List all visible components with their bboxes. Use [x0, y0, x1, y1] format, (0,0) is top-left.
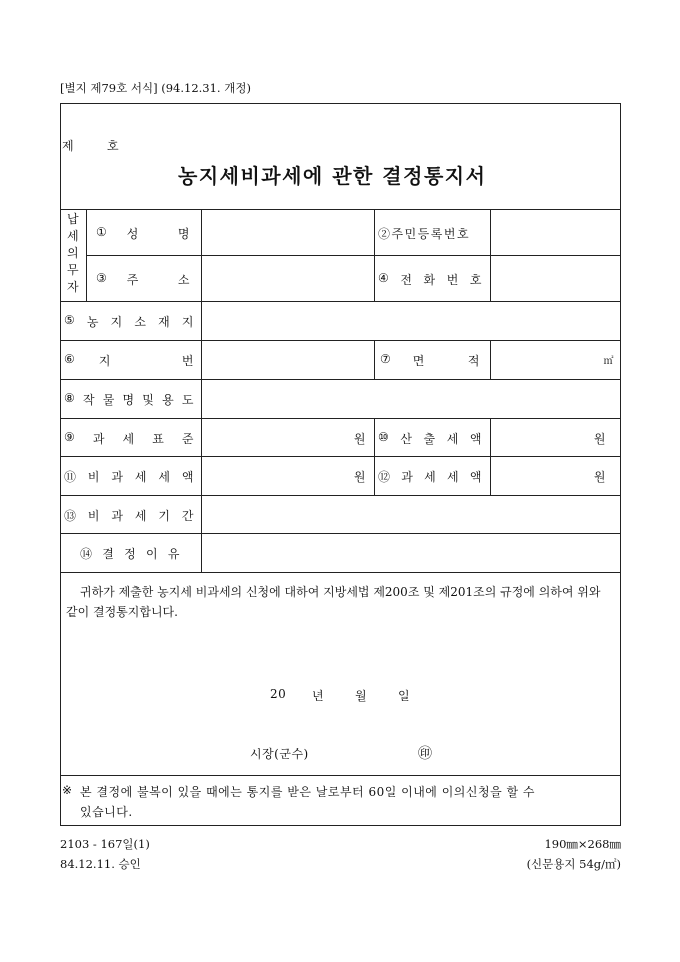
footnote-line-2: 있습니다.	[80, 805, 133, 819]
approval-date: 84.12.11. 승인	[60, 857, 141, 871]
area-unit: ㎡	[603, 356, 614, 367]
rule-mid-col-c	[374, 418, 375, 495]
date-year: 년	[312, 689, 325, 703]
rule-row-1	[86, 255, 621, 256]
rule-label-col	[201, 209, 202, 572]
date-day: 일	[398, 689, 411, 703]
computed-tax-label: ⑩ 산 출 세 액	[378, 430, 482, 446]
notice-body: 귀하가 제출한 농지세 비과세의 신청에 대하여 지방세법 제200조 및 제201조의 규정에 의하여 위와 같이 결정통지합니다.	[66, 585, 601, 619]
exempt-amount-label: ⑪ 비 과 세 세 액	[64, 470, 194, 484]
rule-row-4	[60, 379, 621, 380]
tax-standard-unit: 원	[353, 432, 366, 446]
paper-size: 190㎜×268㎜	[544, 837, 621, 851]
document-title: 농지세비과세에 관한 결정통지서	[178, 164, 487, 188]
issuer-label: 시장(군수)	[250, 747, 309, 761]
resident-id-label: ②주민등록번호	[378, 227, 471, 241]
rule-row-7	[60, 495, 621, 496]
name-label: ① 성 명	[96, 225, 190, 241]
rule-mid-col-a	[374, 209, 375, 301]
farmland-location-label: ⑤ 농 지 소 재 지	[64, 313, 194, 329]
phone-label: ④ 전 화 번 호	[378, 271, 482, 287]
area-label: ⑦ 면 적	[380, 352, 480, 368]
footnote-mark: ※	[62, 783, 73, 797]
exempt-amount-unit: 원	[353, 470, 366, 484]
rule-group-col	[86, 209, 87, 301]
rule-row-3	[60, 340, 621, 341]
decision-reason-label: ⑭ 결 정 이 유	[80, 547, 180, 561]
rule-value-col-a	[490, 209, 491, 301]
rule-row-2	[60, 301, 621, 302]
rule-row-8	[60, 533, 621, 534]
date-year-prefix: 20	[270, 687, 287, 701]
rule-row-9	[60, 572, 621, 573]
form-frame	[60, 103, 621, 826]
form-code: 2103 - 167일(1)	[60, 837, 150, 851]
tax-amount-label: ⑫ 과 세 세 액	[378, 470, 482, 484]
rule-value-col-c	[490, 418, 491, 495]
footnote-line-1: 본 결정에 불복이 있을 때에는 통지를 받은 날로부터 60일 이내에 이의신청을 할 수	[80, 785, 535, 799]
taxpayer-group-label: 납 세 의 무 자	[66, 212, 80, 294]
doc-no-suffix: 호	[107, 139, 120, 153]
seal-mark: ㊞	[418, 746, 433, 762]
rule-title-bottom	[60, 209, 621, 210]
tax-standard-label: ⑨ 과 세 표 준	[64, 430, 194, 446]
lot-number-label: ⑥ 지 번	[64, 352, 194, 368]
crop-usage-label: ⑧ 작 물 명 및 용 도	[64, 391, 194, 407]
tax-amount-unit: 원	[593, 470, 606, 484]
paper-spec: (신문용지 54g/㎡)	[526, 857, 621, 871]
rule-mid-col-b	[374, 340, 375, 379]
rule-value-col-b	[490, 340, 491, 379]
date-month: 월	[355, 689, 368, 703]
doc-no-prefix: 제	[62, 139, 75, 153]
address-label: ③ 주 소	[96, 271, 190, 287]
rule-row-6	[60, 456, 621, 457]
form-label: [별지 제79호 서식] (94.12.31. 개정)	[60, 81, 251, 95]
exempt-period-label: ⑬ 비 과 세 기 간	[64, 509, 194, 523]
rule-row-5	[60, 418, 621, 419]
computed-tax-unit: 원	[593, 432, 606, 446]
rule-notice-bottom	[60, 775, 621, 776]
